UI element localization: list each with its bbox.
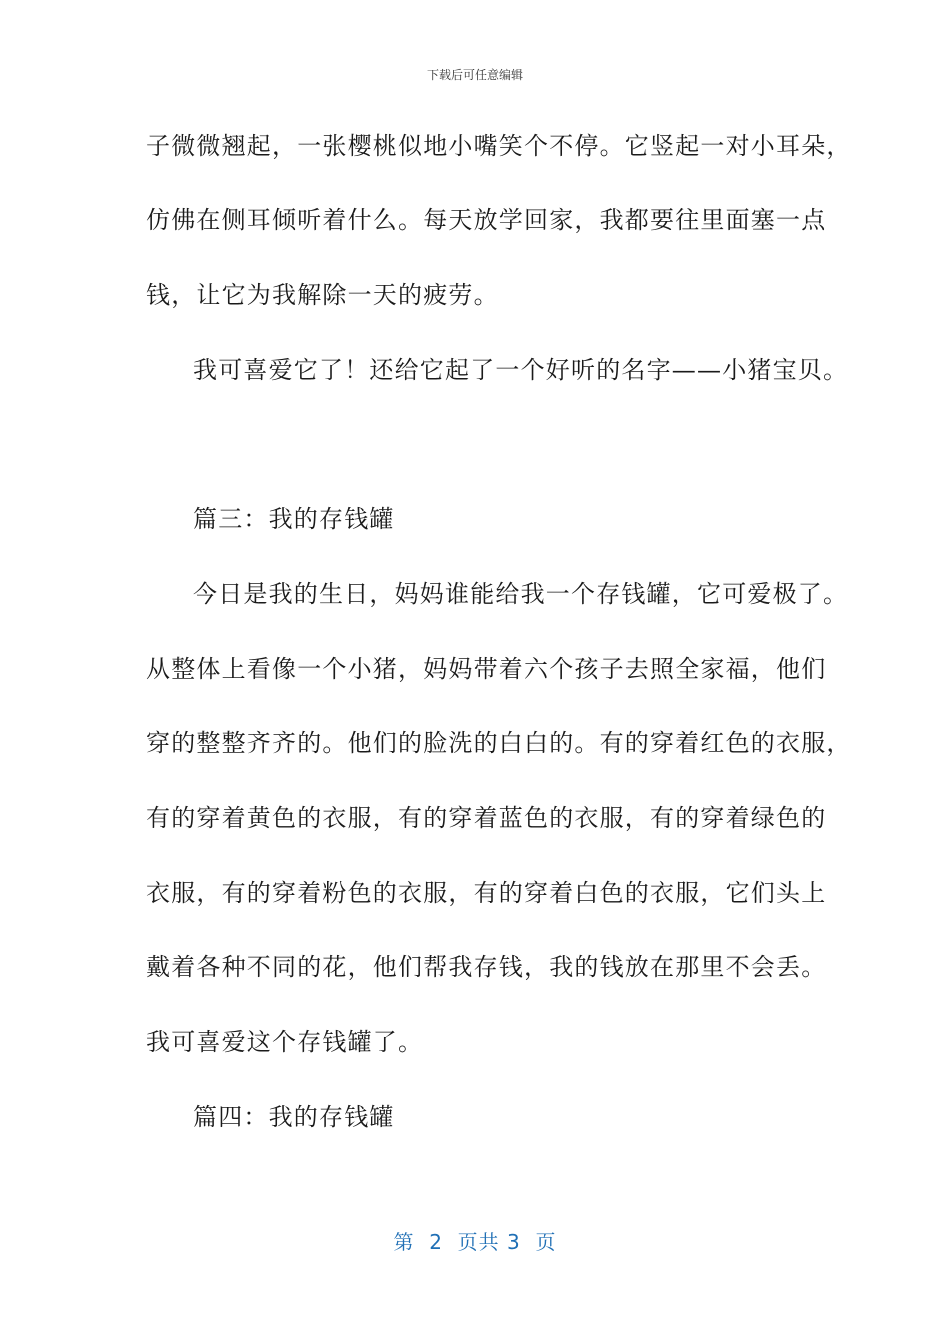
paragraph-line: 有的穿着黄色的衣服，有的穿着蓝色的衣服，有的穿着绿色的	[146, 804, 827, 832]
paragraph-line: 我可喜爱它了！还给它起了一个好听的名字——小猪宝贝。	[193, 356, 849, 384]
section-heading: 篇四：我的存钱罐	[193, 1103, 395, 1131]
section-heading: 篇三：我的存钱罐	[193, 505, 395, 533]
paragraph-line: 我可喜爱这个存钱罐了。	[146, 1028, 424, 1056]
paragraph-line: 仿佛在侧耳倾听着什么。每天放学回家，我都要往里面塞一点	[146, 206, 827, 234]
page-header: 下载后可任意编辑	[426, 68, 523, 82]
paragraph-line: 穿的整整齐齐的。他们的脸洗的白白的。有的穿着红色的衣服，	[146, 729, 852, 757]
paragraph-line: 戴着各种不同的花，他们帮我存钱，我的钱放在那里不会丢。	[146, 953, 827, 981]
paragraph-line: 钱，让它为我解除一天的疲劳。	[146, 281, 499, 309]
paragraph-line: 衣服，有的穿着粉色的衣服，有的穿着白色的衣服，它们头上	[146, 879, 827, 907]
page-number-text: 第 2 页共 3 页	[393, 1230, 557, 1254]
page-number-footer	[0, 1226, 950, 1255]
paragraph-line: 今日是我的生日，妈妈谁能给我一个存钱罐，它可爱极了。	[193, 580, 849, 608]
paragraph-line: 从整体上看像一个小猪，妈妈带着六个孩子去照全家福，他们	[146, 655, 827, 683]
paragraph-line: 子微微翘起，一张樱桃似地小嘴笑个不停。它竖起一对小耳朵，	[146, 132, 852, 160]
